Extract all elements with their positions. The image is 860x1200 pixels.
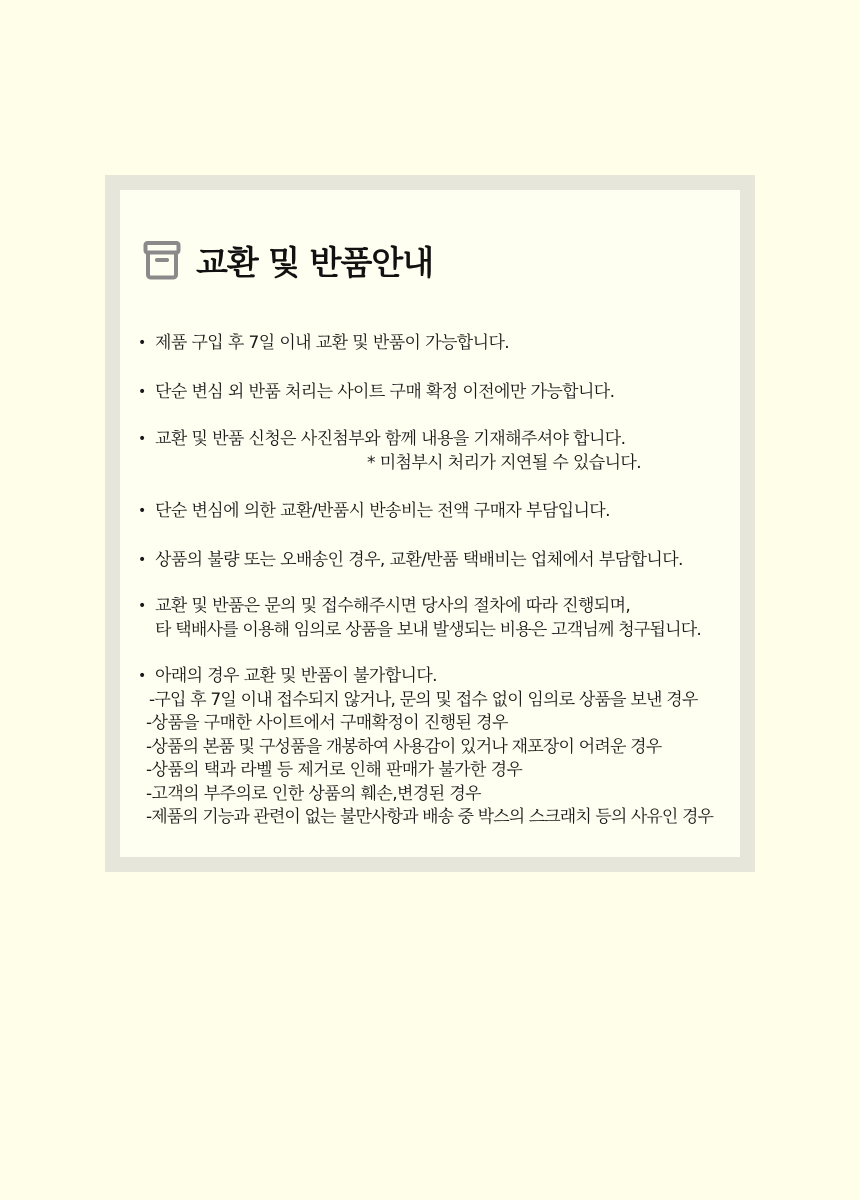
notice-text: 상품의 불량 또는 오배송인 경우, 교환/반품 택배비는 업체에서 부담합니다. [155,550,683,570]
bullet: • [138,668,146,684]
bullet: • [138,503,146,519]
notice-text: 타 택배사를 이용해 임의로 상품을 보내 발생되는 비용은 고객님께 청구됩니다. [155,619,701,640]
notice-text: 교환 및 반품은 문의 및 접수해주시면 당사의 절차에 따라 진행되며, [155,596,631,616]
bullet: • [138,384,146,400]
bullet: • [138,598,146,614]
notice-text: 교환 및 반품 신청은 사진첨부와 함께 내용을 기재해주셔야 합니다. [155,429,626,449]
page-title: 교환 및 반품안내 [196,242,434,282]
bullet: • [138,552,146,568]
notice-text: 제품 구입 후 7일 이내 교환 및 반품이 가능합니다. [155,333,510,353]
bullet: • [138,431,146,447]
notice-panel [105,175,755,872]
exception-item: -고객의 부주의로 인한 상품의 훼손,변경된 경우 [146,783,481,804]
exception-item: -상품을 구매한 사이트에서 구매확정이 진행된 경우 [146,713,508,733]
exception-item: -상품의 본품 및 구성품을 개봉하여 사용감이 있거나 재포장이 어려운 경우 [146,736,662,757]
notice-footnote: * 미첨부시 처리가 지연될 수 있습니다. [367,452,642,473]
bullet: • [138,335,146,351]
exception-item: -제품의 기능과 관련이 없는 불만사항과 배송 중 박스의 스크래치 등의 사유인 경우 [146,807,714,827]
exception-item: -상품의 택과 라벨 등 제거로 인해 판매가 불가한 경우 [146,760,523,780]
box-icon [143,240,181,280]
title-row [143,235,433,285]
notice-text: 단순 변심에 의한 교환/반품시 반송비는 전액 구매자 부담입니다. [155,501,610,521]
notice-text: 아래의 경우 교환 및 반품이 불가합니다. [155,666,437,686]
notice-text: 단순 변심 외 반품 처리는 사이트 구매 확정 이전에만 가능합니다. [155,382,615,402]
exception-item: -구입 후 7일 이내 접수되지 않거나, 문의 및 접수 없이 임의로 상품을 보낸 경우 [149,689,698,710]
